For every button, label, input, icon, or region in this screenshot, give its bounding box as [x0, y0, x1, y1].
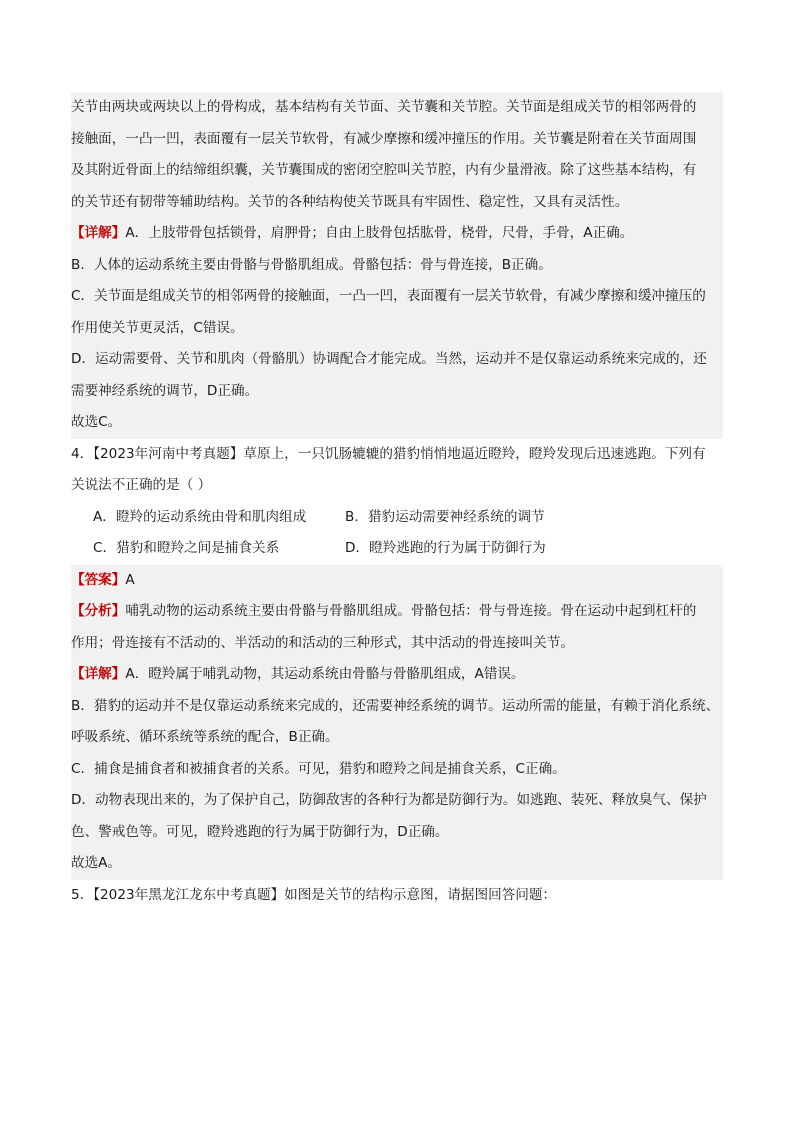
option-d: D．瞪羚逃跑的行为属于防御行为	[345, 540, 546, 556]
detail-line	[71, 218, 723, 250]
question-stem-line: 4．【2023年河南中考真题】草原上，一只饥肠辘辘的猎豹悄悄地逼近瞪羚，瞪羚发现后迅速逃跑。下列有	[71, 445, 706, 462]
text-line: D．动物表现出来的，为了保护自己，防御敌害的各种行为都是防御行为。如逃跑、装死、释放臭气、保护	[71, 792, 707, 808]
text-line: 需要神经系统的调节，D正确。	[71, 382, 259, 399]
options-row	[93, 533, 723, 565]
text-line: C．关节面是组成关节的相邻两骨的接触面，一凸一凹，表面覆有一层关节软骨，有减少摩擦和缓冲撞压的	[71, 288, 706, 304]
question-4	[71, 439, 723, 565]
answer-tag: 【答案】	[71, 571, 126, 588]
text-line: D．运动需要骨、关节和肌肉（骨骼肌）协调配合才能完成。当然，运动并不是仅靠运动系统来完成的，还	[71, 351, 707, 367]
text-line: C．捕食是捕食者和被捕食者的关系。可见，猎豹和瞪羚之间是捕食关系，C正确。	[71, 760, 566, 777]
conclusion-line: 故选C。	[71, 414, 122, 430]
text-line: 呼吸系统、循环系统等系统的配合，B正确。	[71, 729, 339, 745]
analysis-line	[71, 596, 723, 628]
text-line: 关节由两块或两块以上的骨构成，基本结构有关节面、关节囊和关节腔。关节面是组成关节的相邻两骨的	[71, 99, 697, 115]
q4-solution-block	[71, 565, 723, 880]
q3-explanation-block	[71, 92, 723, 439]
question-5	[71, 880, 723, 912]
text-line: 接触面，一凸一凹，表面覆有一层关节软骨，有减少摩擦和缓冲撞压的作用。关节囊是附着在关节面周围	[71, 130, 697, 147]
text-line: 及其附近骨面上的结缔组织囊，关节囊围成的密闭空腔叫关节腔，内有少量滑液。除了这些基本结构，有	[71, 162, 697, 178]
option-a: A．瞪羚的运动系统由骨和肌肉组成	[93, 508, 307, 525]
text-line: 作用；骨连接有不活动的、半活动的和活动的三种形式，其中活动的骨连接叫关节。	[71, 634, 574, 651]
option-b: B．猎豹运动需要神经系统的调节	[345, 508, 545, 525]
options-row	[93, 502, 723, 534]
option-c: C．猎豹和瞪羚之间是捕食关系	[93, 540, 280, 556]
question-stem-line: 关说法不正确的是（ ）	[71, 477, 212, 493]
detail-line	[71, 659, 723, 691]
detail-tag: 【详解】	[71, 666, 126, 682]
analysis-text: 哺乳动物的运动系统主要由骨骼与骨骼肌组成。骨骼包括：骨与骨连接。骨在运动中起到杠杆的	[125, 603, 697, 619]
text-line: 的关节还有韧带等辅助结构。关节的各种结构使关节既具有牢固性、稳定性，又具有灵活性。	[71, 193, 629, 210]
text-line: B．猎豹的运动并不是仅靠运动系统来完成的，还需要神经系统的调节。运动所需的能量，有赖于消化系统、	[71, 697, 720, 714]
conclusion-line: 故选A。	[71, 855, 122, 871]
content-column	[71, 92, 723, 911]
detail-text: A．瞪羚属于哺乳动物，其运动系统由骨骼与骨骼肌组成，A错误。	[125, 666, 525, 682]
answer-value: A	[125, 571, 135, 588]
detail-text: A．上肢带骨包括锁骨，肩胛骨；自由上肢骨包括肱骨，桡骨，尺骨，手骨，A正确。	[125, 225, 634, 241]
question-stem-line: 5．【2023年黑龙江龙东中考真题】如图是关节的结构示意图，请据图回答问题：	[71, 886, 557, 903]
text-line: 色、警戒色等。可见，瞪羚逃跑的行为属于防御行为，D正确。	[71, 823, 449, 840]
analysis-tag: 【分析】	[71, 603, 126, 619]
detail-tag: 【详解】	[71, 225, 126, 241]
text-line: B．人体的运动系统主要由骨骼与骨骼肌组成。骨骼包括：骨与骨连接，B正确。	[71, 256, 552, 273]
question-options	[71, 502, 723, 565]
text-line: 作用使关节更灵活，C错误。	[71, 319, 244, 336]
answer-line	[71, 565, 723, 597]
